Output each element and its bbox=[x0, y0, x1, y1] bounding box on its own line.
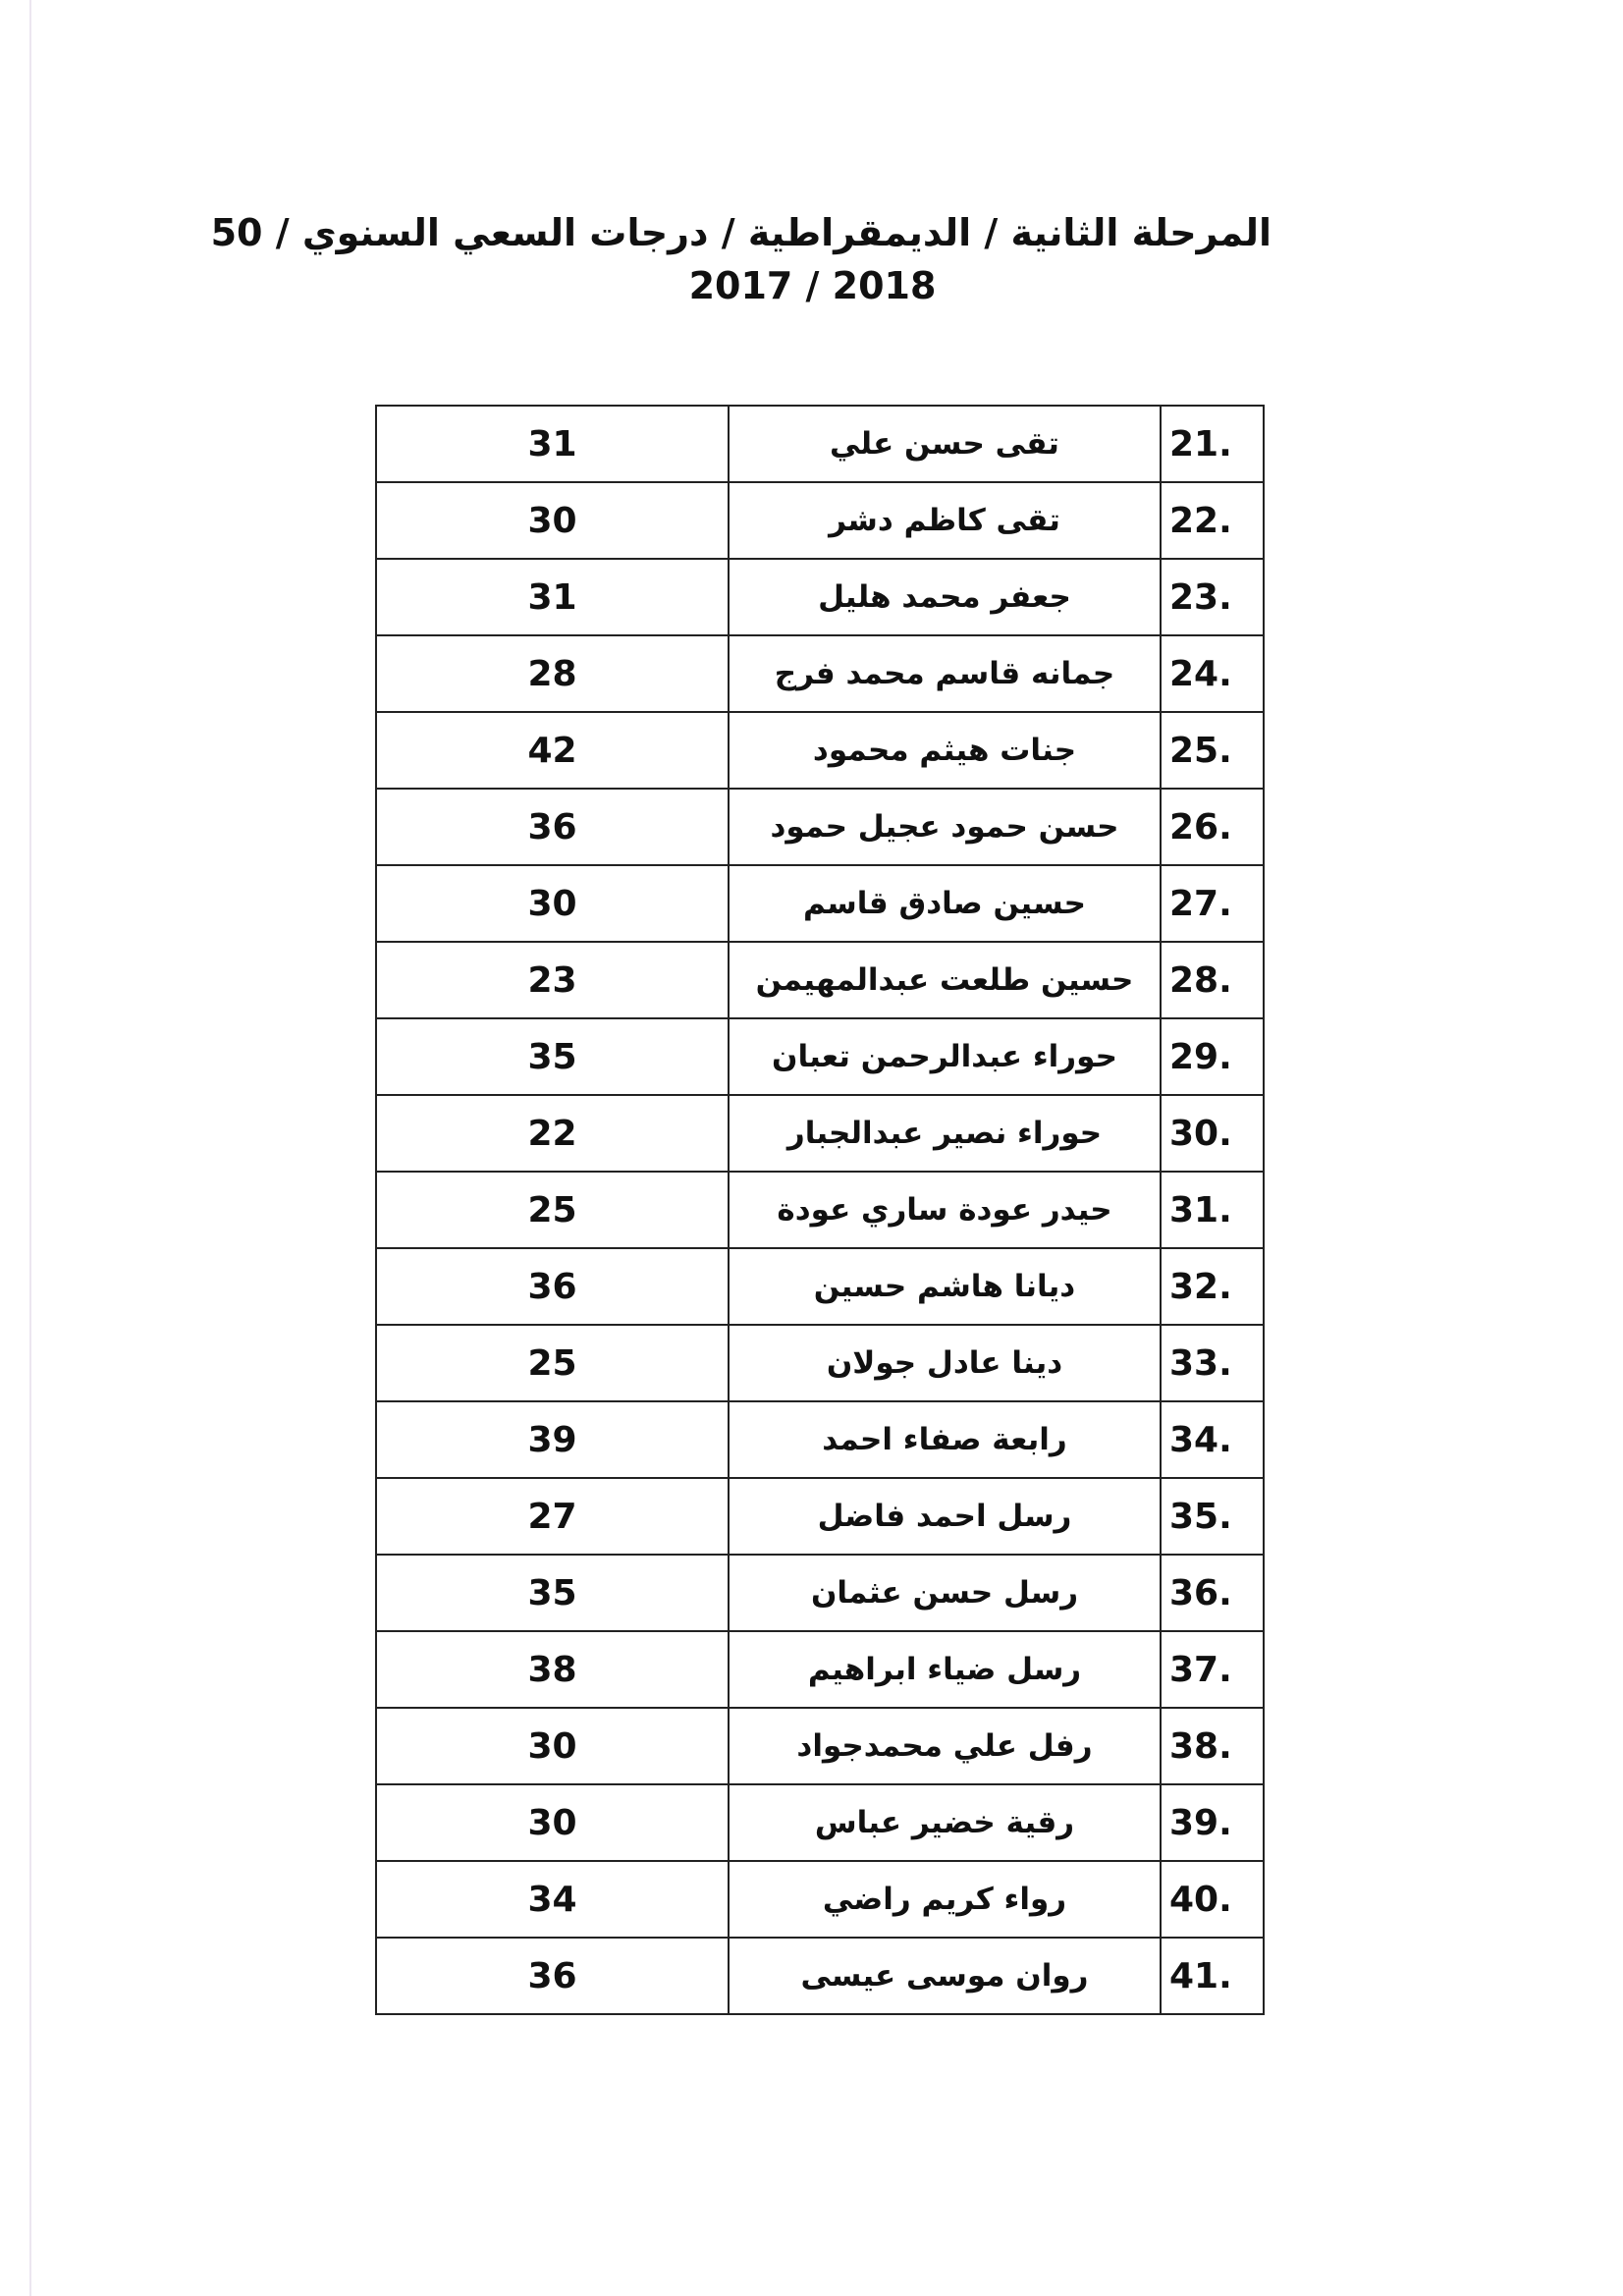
student-name-cell: رسل ضياء ابراهيم bbox=[729, 1631, 1161, 1708]
score-cell: 27 bbox=[376, 1478, 729, 1555]
score-cell: 30 bbox=[376, 482, 729, 559]
table-row bbox=[376, 1631, 1264, 1708]
row-number-cell: 21. bbox=[1161, 406, 1264, 482]
score-cell: 36 bbox=[376, 789, 729, 865]
student-name-cell: جنات هيثم محمود bbox=[729, 712, 1161, 789]
row-number-cell: 24. bbox=[1161, 635, 1264, 712]
score-cell: 22 bbox=[376, 1095, 729, 1172]
student-name-cell: جعفر محمد هليل bbox=[729, 559, 1161, 635]
score-cell: 31 bbox=[376, 406, 729, 482]
table-row bbox=[376, 1095, 1264, 1172]
table-row bbox=[376, 789, 1264, 865]
row-number-cell: 23. bbox=[1161, 559, 1264, 635]
table-row bbox=[376, 635, 1264, 712]
row-number-cell: 28. bbox=[1161, 942, 1264, 1018]
student-name-cell: تقى كاظم دشر bbox=[729, 482, 1161, 559]
table-row bbox=[376, 406, 1264, 482]
table-row bbox=[376, 712, 1264, 789]
score-cell: 25 bbox=[376, 1325, 729, 1401]
student-name-cell: رواء كريم راضي bbox=[729, 1861, 1161, 1938]
row-number-cell: 29. bbox=[1161, 1018, 1264, 1095]
table-row bbox=[376, 865, 1264, 942]
score-cell: 30 bbox=[376, 1708, 729, 1784]
table-row bbox=[376, 1555, 1264, 1631]
document-header bbox=[210, 206, 1271, 312]
student-name-cell: روان موسى عيسى bbox=[729, 1938, 1161, 2014]
table-row bbox=[376, 1401, 1264, 1478]
table-row bbox=[376, 1478, 1264, 1555]
row-number-cell: 35. bbox=[1161, 1478, 1264, 1555]
table-row bbox=[376, 1784, 1264, 1861]
student-name-cell: حيدر عودة ساري عودة bbox=[729, 1172, 1161, 1248]
page-title: المرحلة الثانية / الديمقراطية / درجات السعي السنوي / 50 bbox=[210, 211, 1271, 254]
row-number-cell: 38. bbox=[1161, 1708, 1264, 1784]
score-cell: 30 bbox=[376, 1784, 729, 1861]
score-cell: 25 bbox=[376, 1172, 729, 1248]
table-row bbox=[376, 482, 1264, 559]
row-number-cell: 30. bbox=[1161, 1095, 1264, 1172]
score-cell: 35 bbox=[376, 1018, 729, 1095]
student-name-cell: حسين صادق قاسم bbox=[729, 865, 1161, 942]
row-number-cell: 22. bbox=[1161, 482, 1264, 559]
score-cell: 34 bbox=[376, 1861, 729, 1938]
row-number-cell: 33. bbox=[1161, 1325, 1264, 1401]
row-number-cell: 39. bbox=[1161, 1784, 1264, 1861]
row-number-cell: 31. bbox=[1161, 1172, 1264, 1248]
student-name-cell: تقى حسن علي bbox=[729, 406, 1161, 482]
student-name-cell: جمانه قاسم محمد فرج bbox=[729, 635, 1161, 712]
table-row bbox=[376, 1861, 1264, 1938]
row-number-cell: 40. bbox=[1161, 1861, 1264, 1938]
row-number-cell: 37. bbox=[1161, 1631, 1264, 1708]
row-number-cell: 41. bbox=[1161, 1938, 1264, 2014]
score-cell: 36 bbox=[376, 1248, 729, 1325]
table-row bbox=[376, 942, 1264, 1018]
table-row bbox=[376, 1938, 1264, 2014]
student-name-cell: رفل علي محمدجواد bbox=[729, 1708, 1161, 1784]
score-cell: 23 bbox=[376, 942, 729, 1018]
grades-table-body bbox=[376, 406, 1264, 2014]
row-number-cell: 36. bbox=[1161, 1555, 1264, 1631]
score-cell: 30 bbox=[376, 865, 729, 942]
score-cell: 42 bbox=[376, 712, 729, 789]
row-number-cell: 25. bbox=[1161, 712, 1264, 789]
table-row bbox=[376, 1172, 1264, 1248]
table-row bbox=[376, 559, 1264, 635]
row-number-cell: 26. bbox=[1161, 789, 1264, 865]
score-cell: 28 bbox=[376, 635, 729, 712]
student-name-cell: حسين طلعت عبدالمهيمن bbox=[729, 942, 1161, 1018]
table-row bbox=[376, 1018, 1264, 1095]
student-name-cell: حوراء عبدالرحمن تعبان bbox=[729, 1018, 1161, 1095]
student-name-cell: حسن حمود عجيل حمود bbox=[729, 789, 1161, 865]
scan-edge-line bbox=[29, 0, 31, 2296]
table-row bbox=[376, 1325, 1264, 1401]
score-cell: 35 bbox=[376, 1555, 729, 1631]
score-cell: 39 bbox=[376, 1401, 729, 1478]
row-number-cell: 32. bbox=[1161, 1248, 1264, 1325]
score-cell: 36 bbox=[376, 1938, 729, 2014]
grades-table bbox=[375, 405, 1265, 2015]
student-name-cell: حوراء نصير عبدالجبار bbox=[729, 1095, 1161, 1172]
score-cell: 38 bbox=[376, 1631, 729, 1708]
student-name-cell: رقية خضير عباس bbox=[729, 1784, 1161, 1861]
academic-year: 2017 / 2018 bbox=[688, 264, 937, 307]
row-number-cell: 27. bbox=[1161, 865, 1264, 942]
table-row bbox=[376, 1708, 1264, 1784]
student-name-cell: رسل حسن عثمان bbox=[729, 1555, 1161, 1631]
student-name-cell: ديانا هاشم حسين bbox=[729, 1248, 1161, 1325]
row-number-cell: 34. bbox=[1161, 1401, 1264, 1478]
student-name-cell: دينا عادل جولان bbox=[729, 1325, 1161, 1401]
table-row bbox=[376, 1248, 1264, 1325]
score-cell: 31 bbox=[376, 559, 729, 635]
student-name-cell: رابعة صفاء احمد bbox=[729, 1401, 1161, 1478]
student-name-cell: رسل احمد فاضل bbox=[729, 1478, 1161, 1555]
